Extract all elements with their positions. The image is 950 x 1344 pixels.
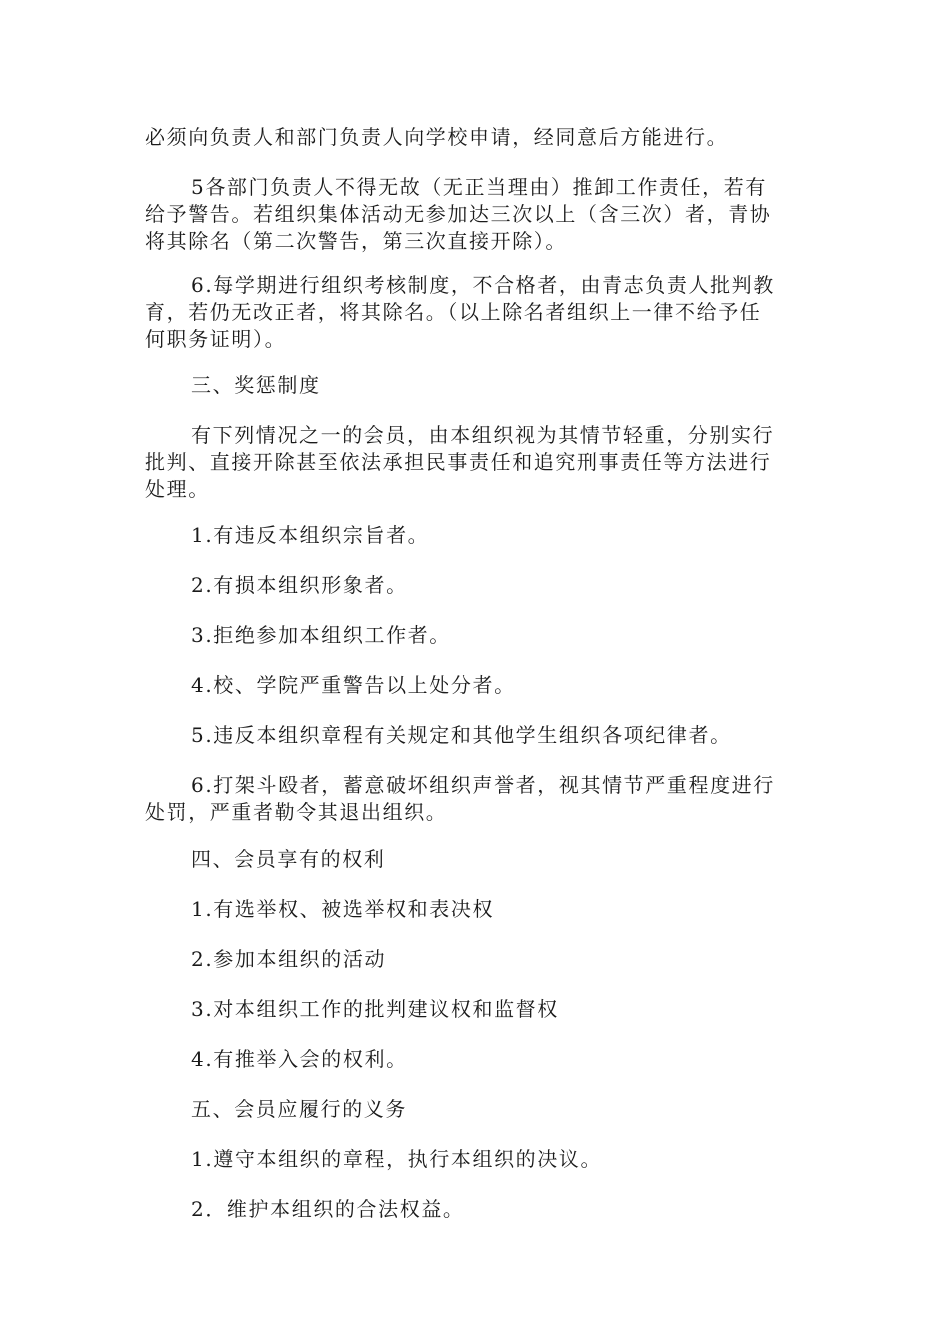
section-heading: 五、会员应履行的义务: [191, 1097, 407, 1121]
text-line: 有下列情况之一的会员，由本组织视为其情节轻重，分别实行: [191, 423, 775, 447]
text-line: 处罚，严重者勒令其退出组织。: [145, 800, 448, 824]
paragraph-intro-rewards: [145, 422, 815, 503]
list-item: [145, 896, 815, 923]
text-line: 1.有选举权、被选举权和表决权: [191, 897, 495, 921]
text-line: 6.每学期进行组织考核制度，不合格者，由青志负责人批判教: [191, 273, 775, 297]
paragraph-item-6: [145, 272, 815, 353]
text-line: 5.违反本组织章程有关规定和其他学生组织各项纪律者。: [191, 723, 732, 747]
text-line: 育，若仍无改正者，将其除名。（以上除名者组织上一律不给予任: [145, 300, 762, 324]
text-line: 2.有损本组织形象者。: [191, 573, 408, 597]
list-item: [145, 522, 815, 549]
text-line: 1.遵守本组织的章程，执行本组织的决议。: [191, 1147, 603, 1171]
text-line: 必须向负责人和部门负责人向学校申请，经同意后方能进行。: [145, 125, 729, 149]
section-heading-rights: [145, 846, 815, 873]
section-heading-rewards: [145, 372, 815, 399]
text-line: 将其除名（第二次警告，第三次直接开除）。: [145, 229, 567, 253]
list-item: [145, 572, 815, 599]
text-line: 4.有推举入会的权利。: [191, 1047, 408, 1071]
text-line: 给予警告。若组织集体活动无参加达三次以上（含三次）者，青协: [145, 202, 772, 226]
text-line: 2．维护本组织的合法权益。: [191, 1197, 465, 1221]
text-line: 4.校、学院严重警告以上处分者。: [191, 673, 516, 697]
text-line: 3.拒绝参加本组织工作者。: [191, 623, 451, 647]
list-item: [145, 1046, 815, 1073]
list-item: [145, 722, 815, 749]
section-heading: 三、奖惩制度: [191, 373, 321, 397]
list-item: [145, 672, 815, 699]
text-line: 2.参加本组织的活动: [191, 947, 387, 971]
list-item: [145, 1146, 815, 1173]
list-item: [145, 996, 815, 1023]
list-item: [145, 622, 815, 649]
list-item: [145, 946, 815, 973]
text-line: 6.打架斗殴者，蓄意破坏组织声誉者，视其情节严重程度进行: [191, 773, 775, 797]
list-item: [145, 1196, 815, 1223]
paragraph-item-5: [145, 174, 815, 255]
list-item: [145, 772, 815, 826]
paragraph-continuation: [145, 124, 815, 151]
text-line: 处理。: [145, 477, 210, 501]
text-line: 1.有违反本组织宗旨者。: [191, 523, 430, 547]
text-line: 3.对本组织工作的批判建议权和监督权: [191, 997, 559, 1021]
text-line: 5各部门负责人不得无故（无正当理由）推卸工作责任，若有: [191, 175, 767, 199]
section-heading-duties: [145, 1096, 815, 1123]
text-line: 批判、直接开除甚至依法承担民事责任和追究刑事责任等方法进行: [145, 450, 772, 474]
section-heading: 四、会员享有的权利: [191, 847, 386, 871]
text-line: 何职务证明）。: [145, 327, 287, 351]
